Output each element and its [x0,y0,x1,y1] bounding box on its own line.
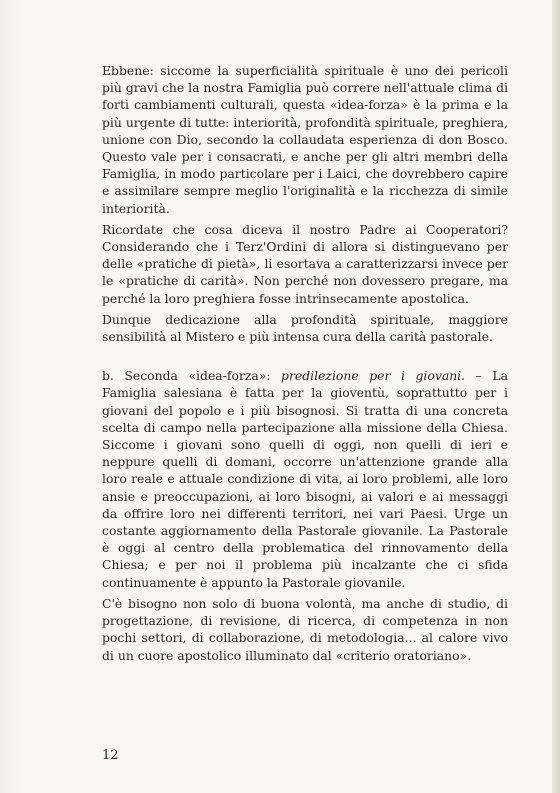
section-b-lead: b. Seconda «idea-forza»: [102,368,282,384]
page-spine-edge [552,0,560,793]
paragraph-dedication: Dunque dedicazione alla profondità spirituale, maggiore sensibilità al Mistero e più intensa cura della carità pastorale. [102,311,508,345]
paragraph-cooperators: Ricordate che cosa diceva il nostro Padre ai Cooperatori? Considerando che i Terz'Ordini di allora si distinguevano per delle «pratiche di pietà», li esortava a caratterizzarsi invece per le «pratiche di carità». Non perché non dovessero pregare, ma perché la loro preghiera fosse intrinsecamente apostolica. [102,221,508,306]
paragraph-superficiality: Ebbene: siccome la superficialità spirituale è uno dei pericoli più gravi che la nostra Famiglia può correre nell'attuale clima di forti cambiamenti culturali, questa «idea-forza» è la prima e la più urgente di tutte: interiorità, profondità spirituale, preghiera, unione con Dio, secondo la collaudata esperienza di don Bosco. Questo vale per i consacrati, e anche per gli altri membri della Famiglia, in modo particolare per i Laici, che dovrebbero capire e assimilare sempre meglio l'originalità e la ricchezza di simile interiorità. [102,63,509,216]
paragraph-study: C'è bisogno non solo di buona volontà, ma anche di studio, di progettazione, di revisione, di ricerca, di competenza in non pochi settori, di collaborazione, di metodologia... al calore vivo di un cuore apostolico illuminato dal «criterio oratoriano». [102,595,508,663]
section-b-italic: predilezione per i giovani. [281,368,466,384]
section-b-body: – La Famiglia salesiana è fatta per la gioventù, soprattutto per i giovani del popolo e i più bisognosi. Si tratta di una concreta scelta di campo nella partecipazione alla missione della Chiesa. Siccome i giovani sono quelli di oggi, non quelli di ieri e neppure quelli di domani, occorre un'attenzione grande alla loro reale e attuale condizione di vita, ai loro problemi, alle loro ansie e preoccupazioni, ai loro bisogni, ai valori e ai messaggi da offrire loro nei differenti territori, nei vari Paesi. Urge un costante aggiornamento della Pastorale giovanile. La Pastorale è oggi al centro della problematica del rinnovamento della Chiesa; e per noi il problema più incalzante che ci sfida continuamente è appunto la Pastorale giovanile. [102,368,508,590]
page-number: 12 [102,748,119,763]
body-text [102,62,508,664]
paragraph-second-idea [102,367,508,591]
section-spacer [102,345,508,367]
